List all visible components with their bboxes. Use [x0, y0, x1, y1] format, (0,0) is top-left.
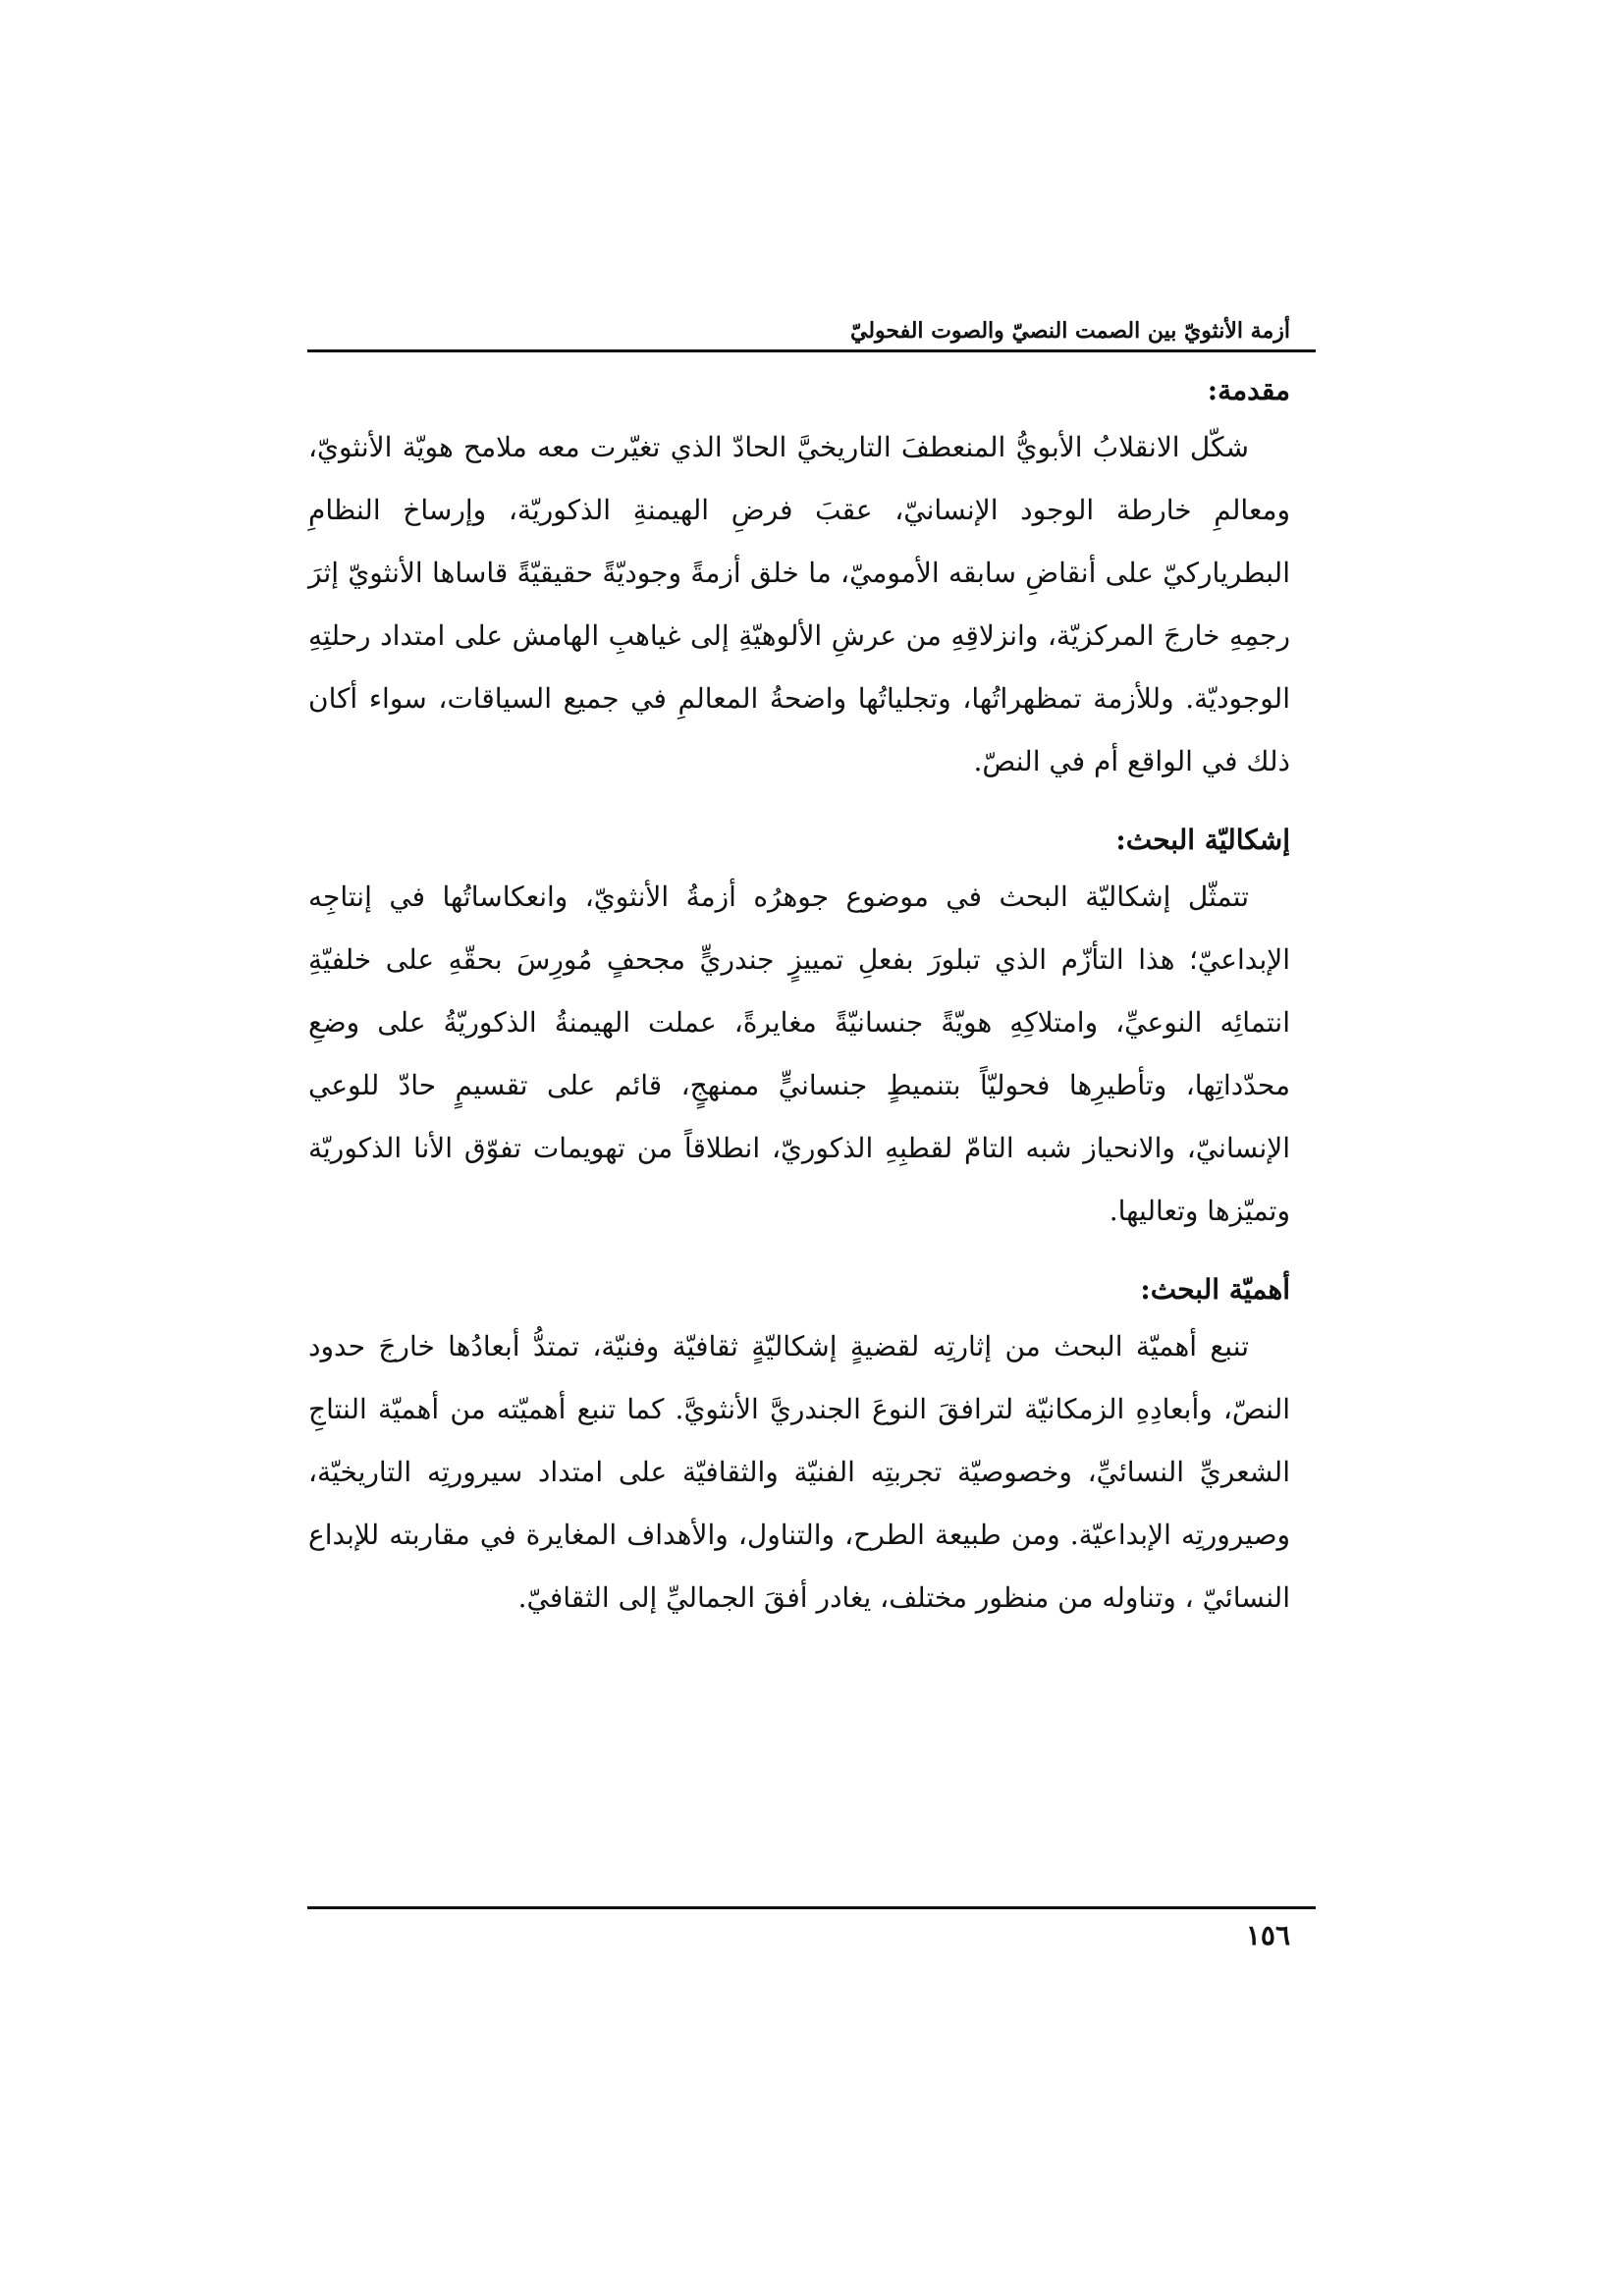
- paragraph-introduction: شكّل الانقلابُ الأبويُّ المنعطفَ التاريخيَّ الحادّ الذي تغيّرت معه ملامح هويّة الأنثويّ، ومعالمِ خارطة الوجود الإنسانيّ، عقبَ فرضِ الهيمنةِ الذكوريّة، وإرساخ النظامِ البطرياركيّ على أنقاضِ سابقه الأموميّ، ما خلق أزمةً وجوديّةً حقيقيّةً قاساها الأنثويّ إثرَ رجمِهِ خارجَ المركزيّة، وانزلاقِهِ من عرشِ الألوهيّةِ إلى غياهبِ الهامش على امتداد رحلتِهِ الوجوديّة. وللأزمة تمظهراتُها، وتجلياتُها واضحةُ المعالمِ في جميع السياقات، سواء أكان ذلك في الواقع أم في النصّ.: [308, 431, 1290, 777]
- paragraph-research-importance: تنبع أهميّة البحث من إثارتِه لقضيةٍ إشكاليّةٍ ثقافيّة وفنيّة، تمتدُّ أبعادُها خارجَ حدود النصّ، وأبعادِهِ الزمكانيّة لترافقَ النوعَ الجندريَّ الأنثويَّ. كما تنبع أهميّته من أهميّة النتاجِ الشعريِّ النسائيِّ، وخصوصيّة تجربتِه الفنيّة والثقافيّة على امتداد سيرورتِه التاريخيّة، وصيرورتِه الإبداعيّة. ومن طبيعة الطرح، والتناول، والأهداف المغايرة في مقاربته للإبداع النسائيّ ، وتناوله من منظور مختلف، يغادر أفقَ الجماليِّ إلى الثقافيّ.: [308, 1330, 1290, 1614]
- paragraph-research-problem: تتمثّل إشكاليّة البحث في موضوع جوهرُه أزمةُ الأنثويّ، وانعكاساتُها في إنتاجِه الإبداعيّ؛ هذا التأزّم الذي تبلورَ بفعلِ تمييزٍ جندريٍّ مجحفٍ مُورِسَ بحقّهِ على خلفيّةِ انتمائِه النوعيِّ، وامتلاكِهِ هويّةً جنسانيّةً مغايرةً، عملت الهيمنةُ الذكوريّةُ على وضعِ محدّداتِها، وتأطيرِها فحوليّاً بتنميطٍ جنسانيٍّ ممنهجٍ، قائم على تقسيمٍ حادّ للوعي الإنسانيّ، والانحياز شبه التامّ لقطبِهِ الذكوريّ، انطلاقاً من تهويمات تفوّق الأنا الذكوريّة وتميّزها وتعاليها.: [308, 881, 1290, 1227]
- section-heading-research-problem: إشكاليّة البحث:: [1115, 824, 1290, 856]
- page-content: [308, 365, 1290, 1629]
- section-heading-research-importance: أهميّة البحث:: [1140, 1273, 1290, 1306]
- page-number: ١٥٦: [1245, 1919, 1290, 1951]
- header-rule: [307, 349, 1316, 352]
- running-header: أزمة الأنثويّ بين الصمت النصيّ والصوت الفحوليّ: [849, 318, 1290, 344]
- footer-rule: [307, 1906, 1316, 1909]
- section-heading-introduction: مقدمة:: [1207, 374, 1290, 406]
